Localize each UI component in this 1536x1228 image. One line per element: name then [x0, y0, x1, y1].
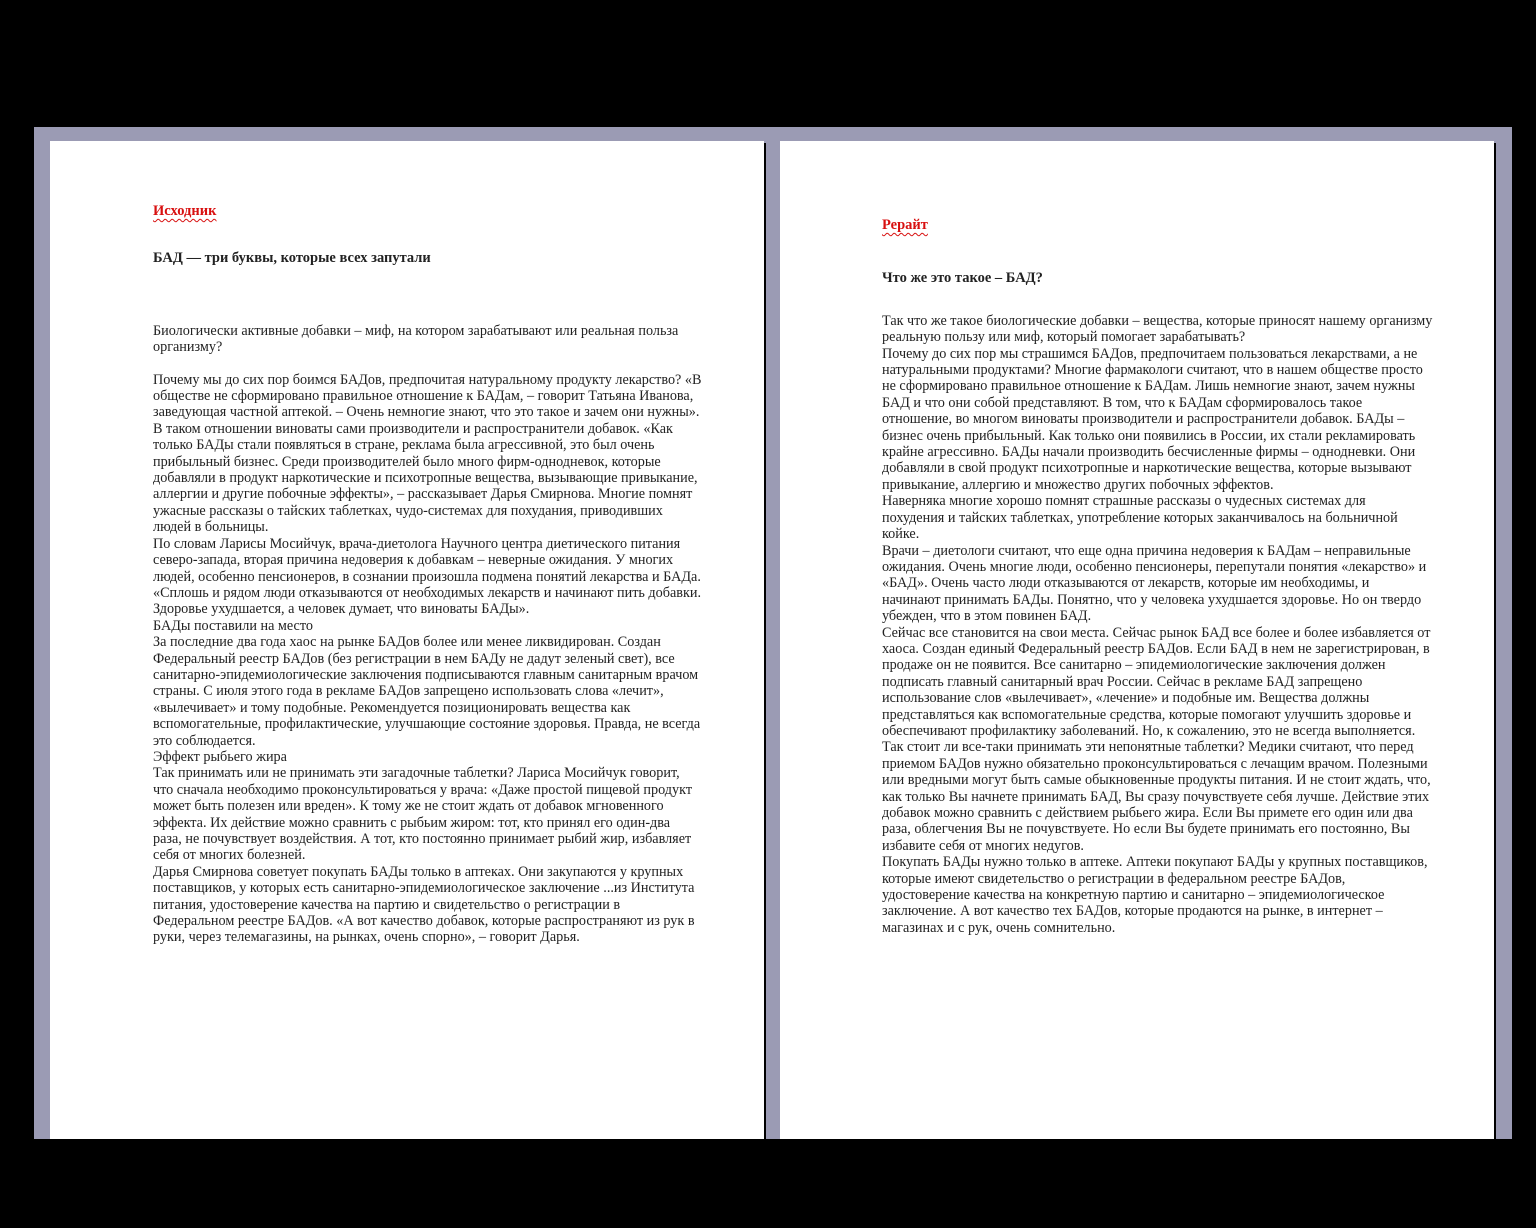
page-original: [50, 141, 764, 1139]
page-rewrite-content: [882, 217, 1447, 936]
rewrite-title: Что же это такое – БАД?: [882, 270, 1043, 287]
original-body: Почему мы до сих пор боимся БАДов, предпочитая натуральному продукту лекарство? «В обществе не сформировано правильное отношение к БАДам, – говорит Татьяна Иванова, заведующая частной аптекой. – Очень немногие знают, что это такое и зачем они нужны». В таком отношении виноваты сами производители и распространители добавок. «Как только БАДы стали появляться в стране, реклама была агрессивной, это был очень прибыльный бизнес. Среди производителей было много фирм-однодневок, которые добавляли в продукт наркотические и психотропные вещества, вызывающие привыкание, аллергии и другие побочные эффекты», – рассказывает Дарья Смирнова. Многие помнят ужасные рассказы о тайских таблетках, чудо-системах для похудания, приводивших людей в больницы. По словам Ларисы Мосийчук, врача-диетолога Научного центра диетического питания северо-запада, вторая причина недоверия к добавкам – неверные ожидания. У многих людей, особенно пенсионеров, в сознании произошла подмена понятий лекарства и БАДа. «Сплошь и рядом люди отказываются от необходимых лекарств и начинают пить добавки. Здоровье ухудшается, а человек думает, что виноваты БАДы». БАДы поставили на место За последние два года хаос на рынке БАДов более или менее ликвидирован. Создан Федеральный реестр БАДов (без регистрации в нем БАДу не дадут зеленый свет), все санитарно-эпидемиологические заключения подписываются главным санитарным врачом страны. С июля этого года в рекламе БАДов запрещено использовать слова «лечит», «вылечивает» и тому подобные. Рекомендуется позиционировать вещества как вспомогательные, профилактические, улучшающие состояние здоровья. Правда, не всегда это соблюдается. Эффект рыбьего жира Так принимать или не принимать эти загадочные таблетки? Лариса Мосийчук говорит, что сначала необходимо проконсультироваться у врача: «Даже простой пищевой продукт может быть полезен или вреден». К тому же не стоит ждать от добавок мгновенного эффекта. Их действие можно сравнить с рыбьим жиром: тот, кто принял его один-два раза, не почувствует воздействия. А тот, кто постоянно принимает рыбий жир, избавляет себя от многих болезней. Дарья Смирнова советует покупать БАДы только в аптеках. Они закупаются у крупных поставщиков, у которых есть санитарно-эпидемиологическое заключение ...из Института питания, удостоверение качества на партию и свидетельство о регистрации в Федеральном реестре БАДов. «А вот качество добавок, которые распространяют из рук в руки, через телемагазины, на рынках, очень спорно», – говорит Дарья.: [153, 371, 702, 946]
document-viewer: [34, 127, 1512, 1139]
original-title: БАД — три буквы, которые всех запутали: [153, 250, 431, 267]
original-label: Исходник: [153, 203, 217, 219]
rewrite-body: Так что же такое биологические добавки – вещества, которые приносят нашему организму реальную пользу или миф, который помогает зарабатывать? Почему до сих пор мы страшимся БАДов, предпочитаем пользоваться лекарствами, а не натуральными продуктами? Многие фармакологи считают, что в нашем обществе просто не сформировано правильное отношение к БАДам. Лишь немногие знают, зачем нужны БАД и что они собой представляют. В том, что к БАДам сформировалось такое отношение, во многом виноваты производители и распространители добавок. БАДы – бизнес очень прибыльный. Как только они появились в России, их стали рекламировать крайне агрессивно. БАДы начали производить бесчисленные фирмы – однодневки. Они добавляли в свой продукт психотропные и наркотические вещества, которые вызывают привыкание, аллергию и множество других побочных эффектов. Наверняка многие хорошо помнят страшные рассказы о чудесных системах для похудения и тайских таблетках, употребление которых заканчивалось на больничной койке. Врачи – диетологи считают, что еще одна причина недоверия к БАДам – неправильные ожидания. Очень многие люди, особенно пенсионеры, перепутали понятия «лекарство» и «БАД». Очень часто люди отказываются от лекарств, которые им необходимы, и начинают принимать БАДы. Понятно, что у человека ухудшается здоровье. Но он твердо убежден, что в этом повинен БАД. Сейчас все становится на свои места. Сейчас рынок БАД все более и более избавляется от хаоса. Создан единый Федеральный реестр БАДов. Если БАД в нем не зарегистрирован, в продаже он не появится. Все санитарно – эпидемиологические заключения должен подписать главный санитарный врач России. Сейчас в рекламе БАД запрещено использование слов «вылечивает», «лечение» и подобные им. Вещества должны представляться как вспомогательные средства, которые помогают улучшить здоровье и обеспечивают профилактику заболеваний. Но, к сожалению, это не всегда выполняется. Так стоит ли все-таки принимать эти непонятные таблетки? Медики считают, что перед приемом БАДов нужно обязательно проконсультироваться с лечащим врачом. Полезными или вредными могут быть самые обыкновенные продукты питания. И не стоит ждать, что, как только Вы начнете принимать БАД, Вы сразу почувствуете себя лучше. Действие этих добавок можно сравнить с действием рыбьего жира. Если Вы примете его один или два раза, облегчения Вы не почувствуете. Но если Вы будете принимать его постоянно, Вы избавите себя от многих недугов. Покупать БАДы нужно только в аптеке. Аптеки покупают БАДы у крупных поставщиков, которые имеют свидетельство о регистрации в федеральном реестре БАДов, удостоверение качества на конкретную партию и санитарно – эпидемиологическое заключение. А вот качество тех БАДов, которые продаются на рынке, в интернет – магазинах и с рук, очень сомнительно.: [882, 312, 1433, 936]
rewrite-label: Рерайт: [882, 217, 928, 233]
page-original-content: [153, 203, 718, 946]
page-rewrite: [780, 141, 1494, 1139]
original-intro: Биологически активные добавки – миф, на котором зарабатывают или реальная польза организму?: [153, 322, 679, 356]
